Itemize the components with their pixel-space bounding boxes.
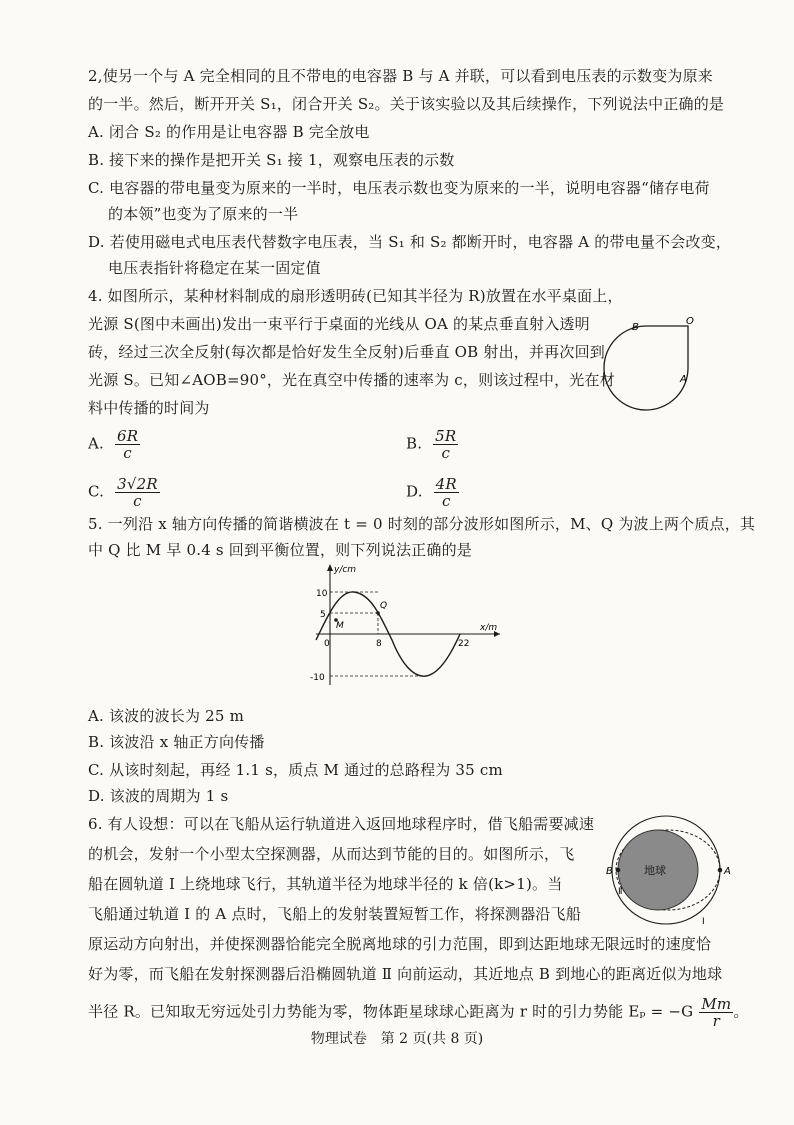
q6-text-line3: 船在圆轨道 Ⅰ 上绕地球飞行，其轨道半径为地球半径的 k 倍(k>1)。当 xyxy=(88,875,563,893)
q4-option-c-fraction xyxy=(115,476,160,509)
q4-option-b-denominator: c xyxy=(441,444,451,462)
q6-text-line5: 原运动方向射出，并使探测器恰能完全脱离地球的引力范围，即到达距地球无限远时的速度恰 xyxy=(88,935,712,953)
tick-x-8: 8 xyxy=(376,639,382,649)
q3-option-d-line2: 电压表指针将稳定在某一固定值 xyxy=(108,259,321,277)
q4-option-c-denominator: c xyxy=(133,492,142,510)
q3-text-line1: 2,使另一个与 A 完全相同的且不带电的电容器 B 与 A 并联，可以看到电压表的示数变为原来 xyxy=(88,67,714,85)
q4-text-line4: 光源 S。已知∠AOB=90°，光在真空中传播的速率为 c，则该过程中，光在材 xyxy=(88,371,615,389)
q4-option-a-numerator: 6R xyxy=(116,427,139,445)
q4-option-a-denominator: c xyxy=(123,444,132,462)
q4-option-c-numerator: 3√2R xyxy=(117,475,158,493)
tick-x-0: 0 xyxy=(324,639,330,649)
potential-energy-fraction xyxy=(699,996,733,1029)
q4-option-c-label: C. xyxy=(88,482,105,501)
q4-option-b-numerator: 5R xyxy=(435,427,457,445)
wave-graph xyxy=(300,560,510,690)
orbit-figure xyxy=(598,812,730,930)
q4-option-d-fraction xyxy=(434,476,459,509)
fig-label-o: O xyxy=(686,316,694,327)
label-orbit-i: Ⅰ xyxy=(702,917,705,927)
label-m: M xyxy=(336,621,344,631)
q4-option-d-label: D. xyxy=(406,482,423,501)
tick-x-22: 22 xyxy=(458,639,470,649)
q5-text-line1: 5. 一列沿 x 轴方向传播的简谐横波在 t = 0 时刻的部分波形如图所示，M、Q 为波上两个质点，其 xyxy=(88,515,756,533)
q5-text-line2: 中 Q 比 M 早 0.4 s 回到平衡位置，则下列说法正确的是 xyxy=(88,541,472,559)
q5-option-a: A. 该波的波长为 25 m xyxy=(88,707,245,725)
sector-brick-figure xyxy=(628,280,734,390)
q4-text-line3: 砖，经过三次全反射(每次都是恰好发生全反射)后垂直 OB 射出，并再次回到 xyxy=(88,343,605,361)
q6-text-line2: 的机会，发射一个小型太空探测器，从而达到节能的目的。如图所示，飞 xyxy=(88,845,575,863)
q5-option-b: B. 该波沿 x 轴正方向传播 xyxy=(88,733,265,751)
q6-text-line1: 6. 有人设想：可以在飞船从运行轨道进入返回地球程序时，借飞船需要减速 xyxy=(88,815,595,833)
label-b: B xyxy=(606,866,613,877)
earth-label: 地球 xyxy=(644,864,666,877)
fraction-numerator: Mm xyxy=(701,995,732,1013)
q5-option-c: C. 从该时刻起，再经 1.1 s，质点 M 通过的总路程为 35 cm xyxy=(88,761,503,779)
q6-text-line4: 飞船通过轨道 Ⅰ 的 A 点时，飞船上的发射装置短暂工作，将探测器沿飞船 xyxy=(88,905,582,923)
y-axis-arrow xyxy=(327,564,333,571)
label-orbit-ii: Ⅱ xyxy=(618,887,623,897)
q4-option-d-denominator: c xyxy=(441,492,451,510)
fraction-denominator: r xyxy=(712,1012,721,1030)
q6-text-line7-end: 。 xyxy=(733,1002,749,1021)
q4-text-line1: 4. 如图所示，某种材料制成的扇形透明砖(已知其半径为 R)放置在水平桌面上， xyxy=(88,287,623,305)
q3-option-b: B. 接下来的操作是把开关 S₁ 接 1，观察电压表的示数 xyxy=(88,151,455,169)
tick-y-neg10: -10 xyxy=(310,673,325,683)
q6-text-line7-body: 半径 R。已知取无穷远处引力势能为零，物体距星球球心距离为 r 时的引力势能 Eₚ = −G xyxy=(88,1002,694,1021)
q4-option-a-fraction xyxy=(115,428,140,461)
q6-text-line6: 好为零，而飞船在发射探测器后沿椭圆轨道 Ⅱ 向前运动，其近地点 B 到地心的距离近似为地球 xyxy=(88,965,723,983)
q4-option-d-numerator: 4R xyxy=(435,475,457,493)
y-axis-label: y/cm xyxy=(334,565,357,575)
q6-text-line7 xyxy=(88,996,749,1029)
label-q: Q xyxy=(380,601,388,611)
point-a xyxy=(718,868,723,873)
q3-option-d-line1: D. 若使用磁电式电压表代替数字电压表，当 S₁ 和 S₂ 都断开时，电容器 A 的带电量不会改变， xyxy=(88,233,732,251)
fig-label-b: B xyxy=(632,322,639,333)
label-a: A xyxy=(724,866,731,877)
tick-y-10: 10 xyxy=(316,589,328,599)
q4-option-a-label: A. xyxy=(88,434,105,453)
q5-option-d: D. 该波的周期为 1 s xyxy=(88,787,229,805)
q4-text-line2: 光源 S(图中未画出)发出一束平行于桌面的光线从 OA 的某点垂直射入透明 xyxy=(88,315,590,333)
q3-option-c-line2: 的本领”也变为了原来的一半 xyxy=(108,205,299,223)
x-axis-label: x/m xyxy=(480,623,498,633)
q4-option-c xyxy=(88,476,160,509)
q4-option-b-label: B. xyxy=(406,434,423,453)
point-q xyxy=(376,611,380,615)
page-footer: 物理试卷 第 2 页(共 8 页) xyxy=(310,1031,484,1047)
fig-label-a: A xyxy=(680,374,687,385)
q3-option-a: A. 闭合 S₂ 的作用是让电容器 B 完全放电 xyxy=(88,123,370,141)
q3-option-c-line1: C. 电容器的带电量变为原来的一半时，电压表示数也变为原来的一半，说明电容器“储存电荷 xyxy=(88,179,710,197)
point-b xyxy=(616,868,621,873)
tick-y-5: 5 xyxy=(320,610,326,620)
q4-option-a xyxy=(88,428,140,461)
q4-option-d xyxy=(406,476,459,509)
q4-option-b xyxy=(406,428,458,461)
q4-option-b-fraction xyxy=(433,428,458,461)
q3-text-line2: 的一半。然后，断开开关 S₁，闭合开关 S₂。关于该实验以及其后续操作，下列说法中正确的是 xyxy=(88,95,725,113)
q4-text-line5: 料中传播的时间为 xyxy=(88,399,210,417)
